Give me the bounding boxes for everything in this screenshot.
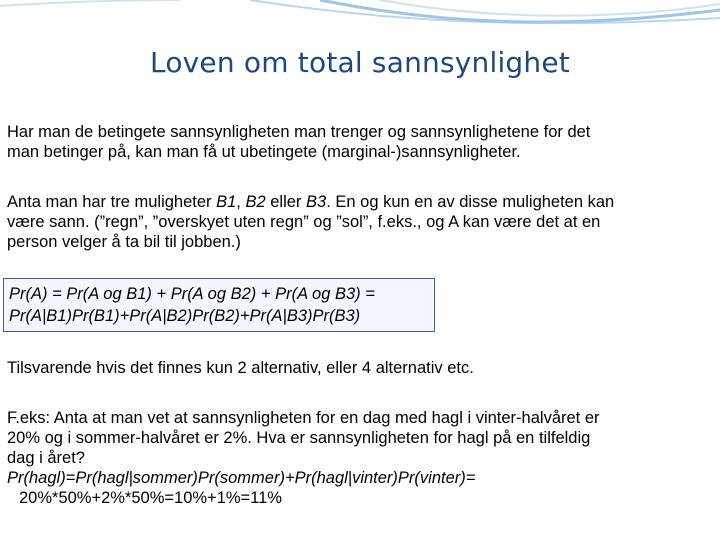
formula	[9, 283, 375, 327]
intro-paragraph	[7, 122, 712, 162]
alternatives-paragraph	[7, 358, 712, 378]
var-b3: B3	[306, 193, 327, 211]
example-result: 20%*50%+2%*50%=10%+1%=11%	[19, 489, 282, 507]
assumption-paragraph	[7, 192, 712, 252]
example-paragraph	[7, 408, 712, 508]
formula-line-2: Pr(A|B1)Pr(B1)+Pr(A|B2)Pr(B2)+Pr(A|B3)Pr(B3)	[9, 307, 361, 325]
sep-1: ,	[236, 193, 246, 211]
example-line-3: dag i året?	[7, 449, 85, 467]
intro-line-1: Har man de betingete sannsynligheten man trenger og sannsynlighetene for det	[7, 123, 591, 141]
var-b2: B2	[245, 193, 266, 211]
assumption-line-2: være sann. (”regn”, ”overskyet uten regn” og ”sol”, f.eks., og A kan være det at en	[7, 213, 601, 231]
assumption-line-3: person velger å ta bil til jobben.)	[7, 233, 241, 251]
alternatives-line: Tilsvarende hvis det finnes kun 2 alternativ, eller 4 alternativ etc.	[7, 359, 474, 377]
example-line-1: F.eks: Anta at man vet at sannsynligheten for en dag med hagl i vinter-halvåret er	[7, 409, 600, 427]
var-b1: B1	[216, 193, 237, 211]
sep-2: eller	[265, 193, 307, 211]
example-formula: Pr(hagl)=Pr(hagl|sommer)Pr(sommer)+Pr(hagl|vinter)Pr(vinter)=	[7, 469, 476, 487]
assumption-line-1-start: Anta man har tre muligheter	[7, 193, 217, 211]
slide-title: Loven om total sannsynlighet	[150, 46, 570, 79]
example-line-2: 20% og i sommer-halvåret er 2%. Hva er sannsynligheten for hagl på en tilfeldig	[7, 429, 591, 447]
assumption-line-1-end: . En og kun en av disse muligheten kan	[326, 193, 615, 211]
assumption-line-1	[7, 192, 712, 212]
intro-line-2: man betinger på, kan man få ut ubetingete (marginal-)sannsynligheter.	[7, 143, 521, 161]
formula-line-1: Pr(A) = Pr(A og B1) + Pr(A og B2) + Pr(A og B3) =	[9, 285, 375, 303]
formula-box	[3, 278, 435, 332]
